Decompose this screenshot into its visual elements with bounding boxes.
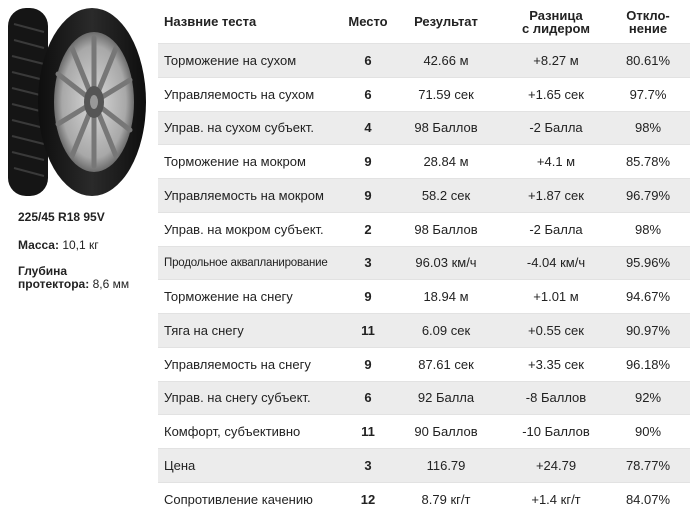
deviation-cell: 96.79% xyxy=(625,187,671,203)
table-row xyxy=(158,144,690,178)
deviation-cell: 90% xyxy=(634,424,662,440)
mass-value: 10,1 кг xyxy=(62,238,99,252)
diff-cell: -4.04 км/ч xyxy=(526,255,586,271)
place-cell: 4 xyxy=(364,120,372,136)
depth-value: 8,6 мм xyxy=(92,277,130,291)
diff-cell: -2 Балла xyxy=(529,120,583,136)
diff-cell: +24.79 xyxy=(535,457,577,473)
header-diff-line1: Разница xyxy=(529,7,583,23)
place-cell: 6 xyxy=(364,52,372,68)
diff-cell: +0.55 сек xyxy=(528,322,584,338)
test-name-cell: Сопротивление качению xyxy=(164,491,313,507)
test-name-cell: Торможение на снегу xyxy=(164,289,293,305)
table-row xyxy=(158,381,690,415)
diff-cell: +1.65 сек xyxy=(528,86,584,102)
deviation-cell: 90.97% xyxy=(625,322,671,338)
test-name-cell: Управ. на снегу субъект. xyxy=(164,390,311,406)
result-cell: 98 Баллов xyxy=(414,221,478,237)
place-cell: 9 xyxy=(364,187,372,203)
table-header xyxy=(158,0,690,43)
place-cell: 11 xyxy=(361,424,375,440)
test-name-cell: Управляемость на сухом xyxy=(164,86,315,102)
place-cell: 6 xyxy=(364,390,372,406)
deviation-cell: 98% xyxy=(634,120,662,136)
tire-size: 225/45 R18 95V xyxy=(18,210,105,224)
place-cell: 11 xyxy=(361,322,375,338)
mass-label: Масса: xyxy=(18,238,59,252)
diff-cell: +1.87 сек xyxy=(528,187,584,203)
place-cell: 9 xyxy=(364,289,372,305)
result-cell: 96.03 км/ч xyxy=(415,255,477,271)
result-cell: 28.84 м xyxy=(423,154,469,170)
deviation-cell: 85.78% xyxy=(625,154,671,170)
result-cell: 6.09 сек xyxy=(421,322,471,338)
header-diff xyxy=(502,0,610,43)
table-row xyxy=(158,279,690,313)
header-diff-line2: с лидером xyxy=(522,20,590,36)
diff-cell: +1.01 м xyxy=(533,289,579,305)
diff-cell: -2 Балла xyxy=(529,221,583,237)
table-row xyxy=(158,347,690,381)
table-row xyxy=(158,43,690,77)
test-name-cell: Тяга на снегу xyxy=(164,322,244,338)
diff-cell: +4.1 м xyxy=(536,154,576,170)
place-cell: 9 xyxy=(364,356,372,372)
test-name-cell: Торможение на мокром xyxy=(164,154,306,170)
result-cell: 58.2 сек xyxy=(421,187,471,203)
test-name-cell: Цена xyxy=(164,457,196,473)
table-row xyxy=(158,178,690,212)
diff-cell: -8 Баллов xyxy=(525,390,587,406)
depth-label-line2: протектора: xyxy=(18,277,90,291)
depth-label-line1: Глубина xyxy=(18,264,68,278)
test-name-cell: Торможение на сухом xyxy=(164,52,297,68)
diff-cell: +8.27 м xyxy=(533,52,579,68)
test-name-cell: Продольное аквапланирование xyxy=(164,256,328,269)
tire-image xyxy=(6,4,148,200)
tread-depth xyxy=(18,265,129,291)
table-row xyxy=(158,482,690,516)
diff-cell: +1.4 кг/т xyxy=(531,491,581,507)
table-row xyxy=(158,313,690,347)
test-name-cell: Управ. на сухом субъект. xyxy=(164,120,314,136)
header-deviation xyxy=(612,0,684,43)
header-dev-line1: Откло- xyxy=(626,7,670,23)
result-cell: 92 Балла xyxy=(417,390,475,406)
results-table xyxy=(158,0,690,516)
test-name-cell: Управляемость на мокром xyxy=(164,187,324,203)
place-cell: 3 xyxy=(364,457,372,473)
deviation-cell: 78.77% xyxy=(625,457,671,473)
result-cell: 71.59 сек xyxy=(418,86,474,102)
header-dev-line2: нение xyxy=(628,20,668,36)
table-row xyxy=(158,448,690,482)
result-cell: 18.94 м xyxy=(423,289,469,305)
result-cell: 87.61 сек xyxy=(418,356,474,372)
result-cell: 8.79 кг/т xyxy=(421,491,471,507)
table-body xyxy=(158,43,690,516)
place-cell: 12 xyxy=(360,491,376,507)
result-cell: 98 Баллов xyxy=(414,120,478,136)
diff-cell: -10 Баллов xyxy=(522,424,590,440)
test-name-cell: Комфорт, субъективно xyxy=(164,424,301,440)
test-name-cell: Управляемость на снегу xyxy=(164,356,311,372)
place-cell: 6 xyxy=(364,86,372,102)
deviation-cell: 96.18% xyxy=(625,356,671,372)
table-row xyxy=(158,414,690,448)
result-cell: 116.79 xyxy=(426,457,466,473)
tire-info-panel xyxy=(0,0,158,522)
result-cell: 90 Баллов xyxy=(414,424,478,440)
deviation-cell: 95.96% xyxy=(625,255,671,271)
test-name-cell: Управ. на мокром субъект. xyxy=(164,221,324,237)
result-cell: 42.66 м xyxy=(423,52,469,68)
place-cell: 9 xyxy=(364,154,372,170)
deviation-cell: 92% xyxy=(634,390,662,406)
table-row xyxy=(158,111,690,145)
table-row xyxy=(158,77,690,111)
deviation-cell: 84.07% xyxy=(625,491,671,507)
table-row xyxy=(158,246,690,280)
table-row xyxy=(158,212,690,246)
deviation-cell: 98% xyxy=(634,221,662,237)
place-cell: 3 xyxy=(364,255,372,271)
header-name: Назвние теста xyxy=(164,14,257,29)
header-place: Место xyxy=(348,14,388,29)
diff-cell: +3.35 сек xyxy=(528,356,584,372)
header-result: Результат xyxy=(414,14,478,29)
place-cell: 2 xyxy=(364,221,372,237)
deviation-cell: 97.7% xyxy=(629,86,667,102)
deviation-cell: 94.67% xyxy=(625,289,671,305)
deviation-cell: 80.61% xyxy=(625,52,671,68)
tire-mass xyxy=(18,238,99,252)
